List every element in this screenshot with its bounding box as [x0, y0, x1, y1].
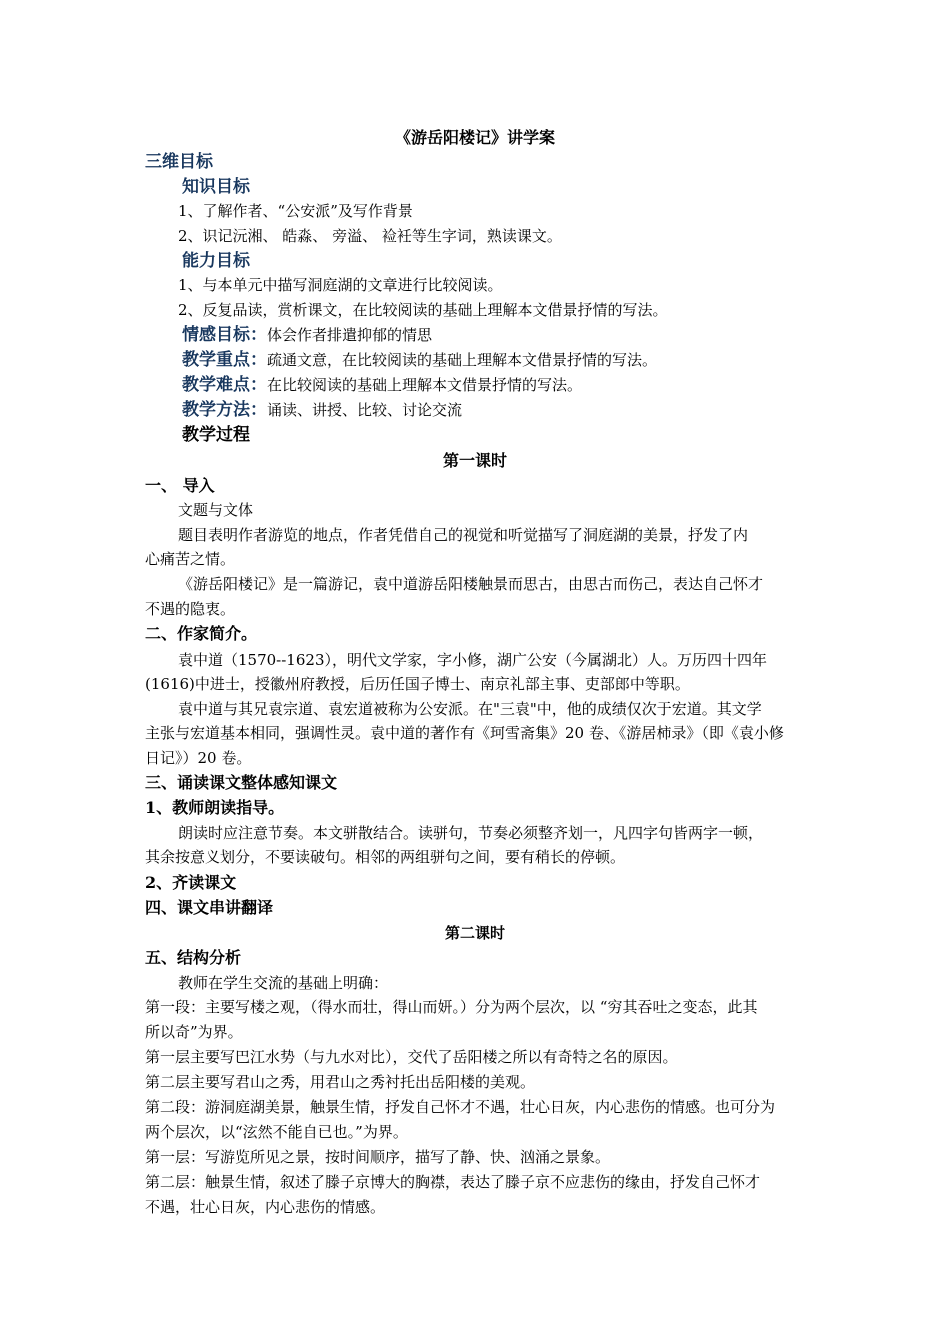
- paragraph-line: 不遇，壮心日灰，内心悲伤的情感。: [145, 1198, 386, 1216]
- paragraph-line: 第一段：主要写楼之观，（得水而壮，得山而妍。）分为两个层次，以 “穷其吞吐之变态，此其: [145, 998, 758, 1016]
- emotion-label: 情感目标：: [182, 325, 267, 345]
- difficulty: [182, 373, 582, 397]
- key-point-label: 教学重点：: [182, 350, 267, 370]
- ability-item: 1、与本单元中描写洞庭湖的文章进行比较阅读。: [178, 276, 503, 294]
- process-heading: 教学过程: [182, 425, 250, 445]
- paragraph-line: 袁中道与其兄袁宗道、袁宏道被称为公安派。在"三袁"中，他的成绩仅次于宏道。其文学: [178, 700, 762, 718]
- paragraph-line: 不遇的隐衷。: [145, 600, 236, 618]
- paragraph-line: 第二层：触景生情，叙述了滕子京博大的胸襟，表达了滕子京不应悲伤的缘由，抒发自己怀才: [145, 1173, 761, 1191]
- lesson-one-heading: 第一课时: [442, 451, 507, 470]
- emotion-text: 体会作者排遣抑郁的情思: [267, 326, 433, 344]
- section-translation-heading: 四、课文串讲翻译: [145, 898, 274, 917]
- ability-heading: 能力目标: [182, 251, 250, 271]
- paragraph-line: 袁中道（1570--1623），明代文学家，字小修，湖广公安（今属湖北）人。万历四十四年: [178, 651, 767, 669]
- key-point-text: 疏通文意，在比较阅读的基础上理解本文借景抒情的写法。: [267, 351, 658, 369]
- paragraph-line: 第一层主要写巴江水势（与九水对比），交代了岳阳楼之所以有奇特之名的原因。: [145, 1048, 678, 1066]
- teaching-method: [182, 398, 462, 422]
- paragraph-line: (1616)中进士，授徽州府教授，后历任国子博士、南京礼部主事、吏部郎中等职。: [145, 675, 690, 693]
- paragraph-line: 题目表明作者游览的地点，作者凭借自己的视觉和听觉描写了洞庭湖的美景，抒发了内: [178, 526, 749, 544]
- section-author-heading: 二、作家简介。: [145, 624, 258, 643]
- paragraph-line: 《游岳阳楼记》是一篇游记，袁中道游岳阳楼触景而思古，由思古而伤己，表达自己怀才: [178, 575, 764, 593]
- lesson-two-heading: 第二课时: [444, 924, 505, 942]
- emotion-goal: [182, 323, 432, 347]
- paragraph-line: 心痛苦之情。: [145, 550, 236, 568]
- goals-heading: 三维目标: [145, 152, 213, 172]
- paragraph-line: 主张与宏道基本相同，强调性灵。袁中道的著作有《珂雪斋集》20 卷、《游居柿录》（即《袁小修: [145, 724, 784, 742]
- section-reading-heading: 三、诵读课文整体感知课文: [145, 773, 338, 792]
- difficulty-label: 教学难点：: [182, 375, 267, 395]
- paragraph-line: 教师在学生交流的基础上明确：: [178, 974, 389, 992]
- paragraph-line: 第二层主要写君山之秀，用君山之秀衬托出岳阳楼的美观。: [145, 1073, 536, 1091]
- section-intro-sub: 文题与文体: [178, 501, 254, 519]
- paragraph-line: 日记》）20 卷。: [145, 749, 252, 767]
- knowledge-heading: 知识目标: [182, 177, 250, 197]
- paragraph-line: 第一层：写游览所见之景，按时间顺序，描写了静、快、汹涌之景象。: [145, 1148, 611, 1166]
- key-point: [182, 348, 657, 372]
- page-title: 《游岳阳楼记》讲学案: [394, 128, 555, 147]
- section-intro-heading: 一、 导入: [145, 476, 215, 495]
- method-text: 诵读、讲授、比较、讨论交流: [267, 401, 463, 419]
- paragraph-line: 两个层次，以“泫然不能自已也。”为界。: [145, 1123, 408, 1141]
- section-structure-heading: 五、结构分析: [145, 948, 242, 967]
- difficulty-text: 在比较阅读的基础上理解本文借景抒情的写法。: [267, 376, 583, 394]
- knowledge-item: 2、识记沅湘、 皓淼、 旁溢、 裣衽等生字词，熟读课文。: [178, 227, 562, 245]
- knowledge-item: 1、了解作者、“公安派”及写作背景: [178, 202, 413, 220]
- section-reading-sub1: 1、教师朗读指导。: [145, 798, 285, 817]
- paragraph-line: 所以奇”为界。: [145, 1023, 243, 1041]
- ability-item: 2、反复品读，赏析课文，在比较阅读的基础上理解本文借景抒情的写法。: [178, 301, 668, 319]
- paragraph-line: 第二段：游洞庭湖美景，触景生情，抒发自己怀才不遇，壮心日灰，内心悲伤的情感。也可分为: [145, 1098, 776, 1116]
- paragraph-line: 朗读时应注意节奏。本文骈散结合。读骈句，节奏必须整齐划一，凡四字句皆两字一顿，: [178, 824, 764, 842]
- section-reading-sub2: 2、齐读课文: [145, 873, 237, 892]
- method-label: 教学方法：: [182, 400, 267, 420]
- paragraph-line: 其余按意义划分，不要读破句。相邻的两组骈句之间，要有稍长的停顿。: [145, 848, 626, 866]
